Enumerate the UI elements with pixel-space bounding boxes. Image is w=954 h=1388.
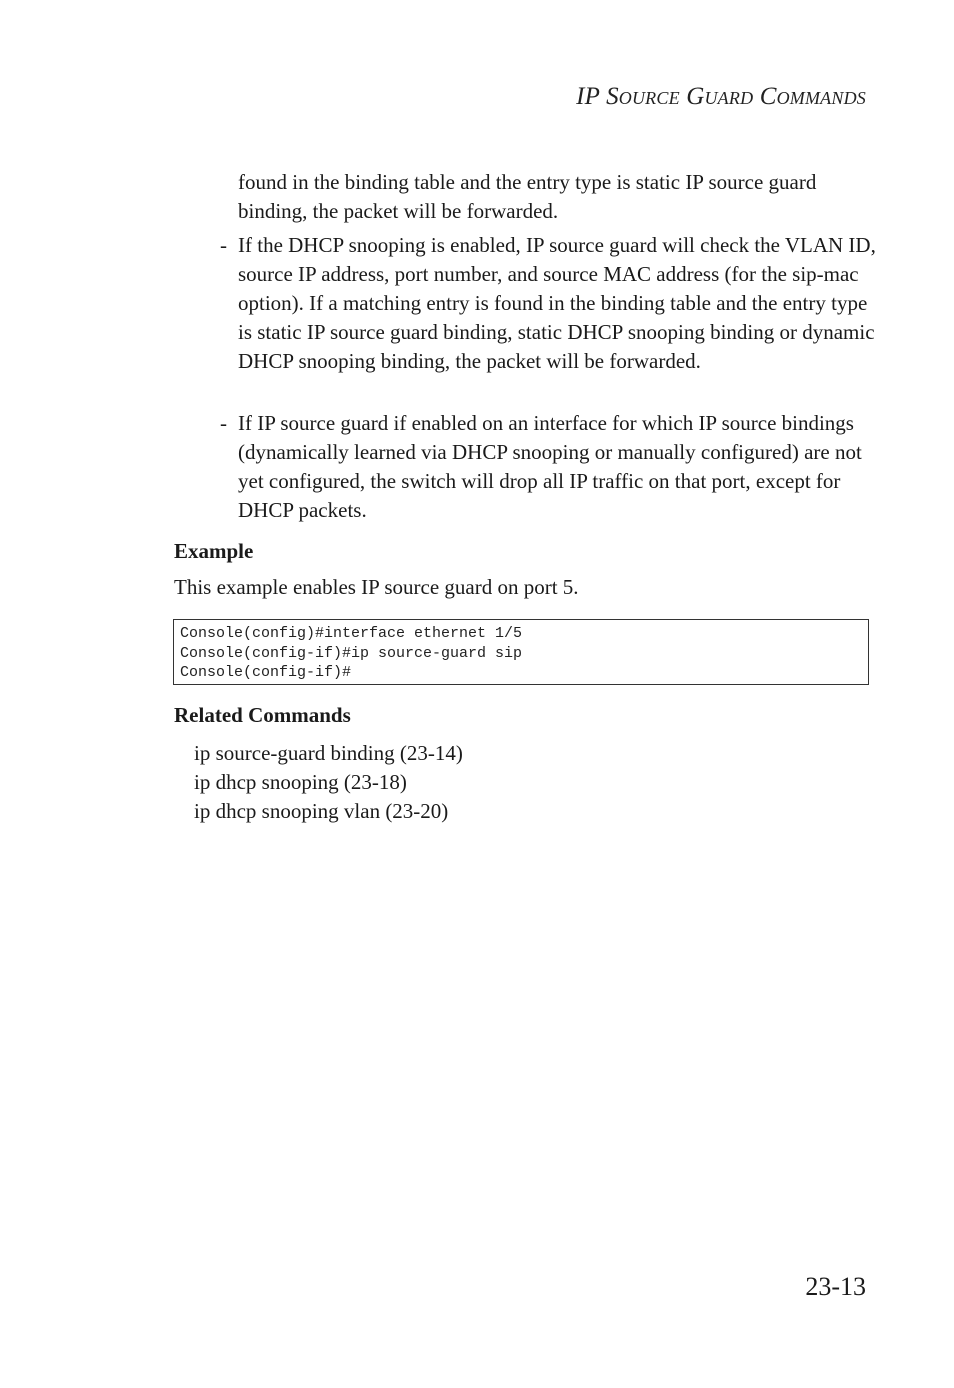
continuation-paragraph: found in the binding table and the entry type is static IP source guard binding, the packet will be forwarded. — [238, 170, 817, 223]
related-command-item: ip dhcp snooping (23-18) — [194, 770, 407, 794]
code-line: Console(config-if)# — [180, 664, 352, 681]
related-commands-heading: Related Commands — [174, 703, 351, 727]
bullet-item — [220, 231, 878, 376]
bullet-dash: - — [220, 233, 227, 257]
related-command-item: ip source-guard binding (23-14) — [194, 741, 463, 765]
code-block — [173, 619, 869, 685]
code-line: Console(config)#interface ethernet 1/5 — [180, 625, 523, 642]
code-line: Console(config-if)#ip source-guard sip — [180, 644, 523, 662]
example-heading: Example — [174, 539, 254, 563]
bullet-dash: - — [220, 411, 227, 435]
related-command-item: ip dhcp snooping vlan (23-20) — [194, 799, 449, 823]
running-header: IP Source Guard Commands — [576, 83, 866, 110]
bullet-text: If the DHCP snooping is enabled, IP source guard will check the VLAN ID, source IP address, port number, and source MAC address (for the sip-mac option). If a matching entry is found in the binding table and the entry type is static IP source guard binding, static DHCP snooping binding or dynamic DHCP snooping binding, the packet will be forwarded. — [238, 233, 876, 373]
page-number: 23-13 — [805, 1272, 866, 1301]
bullet-text: If IP source guard if enabled on an interface for which IP source bindings (dynamically learned via DHCP snooping or manually configured) are not yet configured, the switch will drop all IP traffic on that port, except for DHCP packets. — [238, 411, 862, 522]
example-description: This example enables IP source guard on port 5. — [174, 575, 579, 599]
bullet-item — [220, 409, 878, 525]
related-commands-list — [194, 739, 463, 826]
